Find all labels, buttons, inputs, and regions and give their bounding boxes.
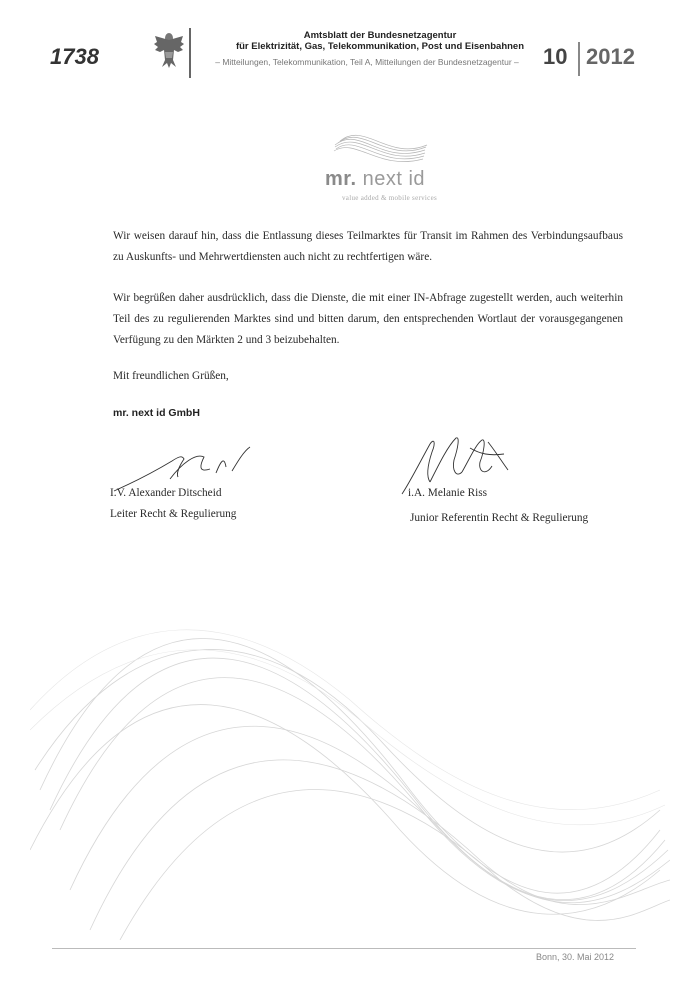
footer-divider: [52, 948, 636, 949]
publication-subtitle: – Mitteilungen, Telekommunikation, Teil A, Mitteilungen der Bundesnetzagentur –: [215, 57, 519, 67]
logo-brand-name: next id: [356, 168, 426, 190]
federal-eagle-icon: [152, 30, 186, 70]
publication-title-line2: für Elektrizität, Gas, Telekommunikation, Post und Eisenbahnen: [235, 41, 525, 52]
signatory-2-name: i.A. Melanie Riss: [408, 487, 488, 499]
publication-title: [200, 30, 560, 52]
signatory-1-role: Leiter Recht & Regulierung: [110, 508, 237, 520]
logo-tagline: value added & mobile services: [342, 194, 438, 202]
issue-divider: [578, 42, 580, 76]
issue-number: 10: [543, 44, 568, 69]
decorative-waves: [30, 590, 670, 940]
issue-year: 2012: [586, 44, 635, 69]
body-paragraph-2: Wir begrüßen daher ausdrücklich, dass die Dienste, die mit einer IN-Abfrage zugestellt werden, auch weiterhin Teil des zu regulierenden Marktes sind und bitten darum, den entsprechenden Wortlaut der vorausgegangenen Verfügung zu den Märkten 2 und 3 beizubehalten.: [113, 292, 623, 346]
logo-brand-prefix: mr.: [325, 168, 357, 190]
signatory-2-role: Junior Referentin Recht & Regulierung: [410, 512, 589, 524]
closing-greeting: Mit freundlichen Grüßen,: [113, 370, 229, 382]
page-number: 1738: [50, 44, 99, 69]
body-paragraph-1: Wir weisen darauf hin, dass die Entlassung dieses Teilmarktes für Transit im Rahmen des Verbindungsaufbaus zu Auskunfts- und Mehrwertdiensten auch nicht zu rechtfertigen wäre.: [113, 230, 623, 263]
footer-date: Bonn, 30. Mai 2012: [536, 952, 615, 962]
signatory-1-name: I.V. Alexander Ditscheid: [110, 487, 222, 499]
header-divider: [189, 28, 191, 78]
company-logo-text: [325, 168, 425, 191]
signature-1-image: [112, 443, 252, 493]
publication-title-line1: Amtsblatt der Bundesnetzagentur: [303, 30, 457, 41]
company-name: mr. next id GmbH: [113, 407, 200, 419]
